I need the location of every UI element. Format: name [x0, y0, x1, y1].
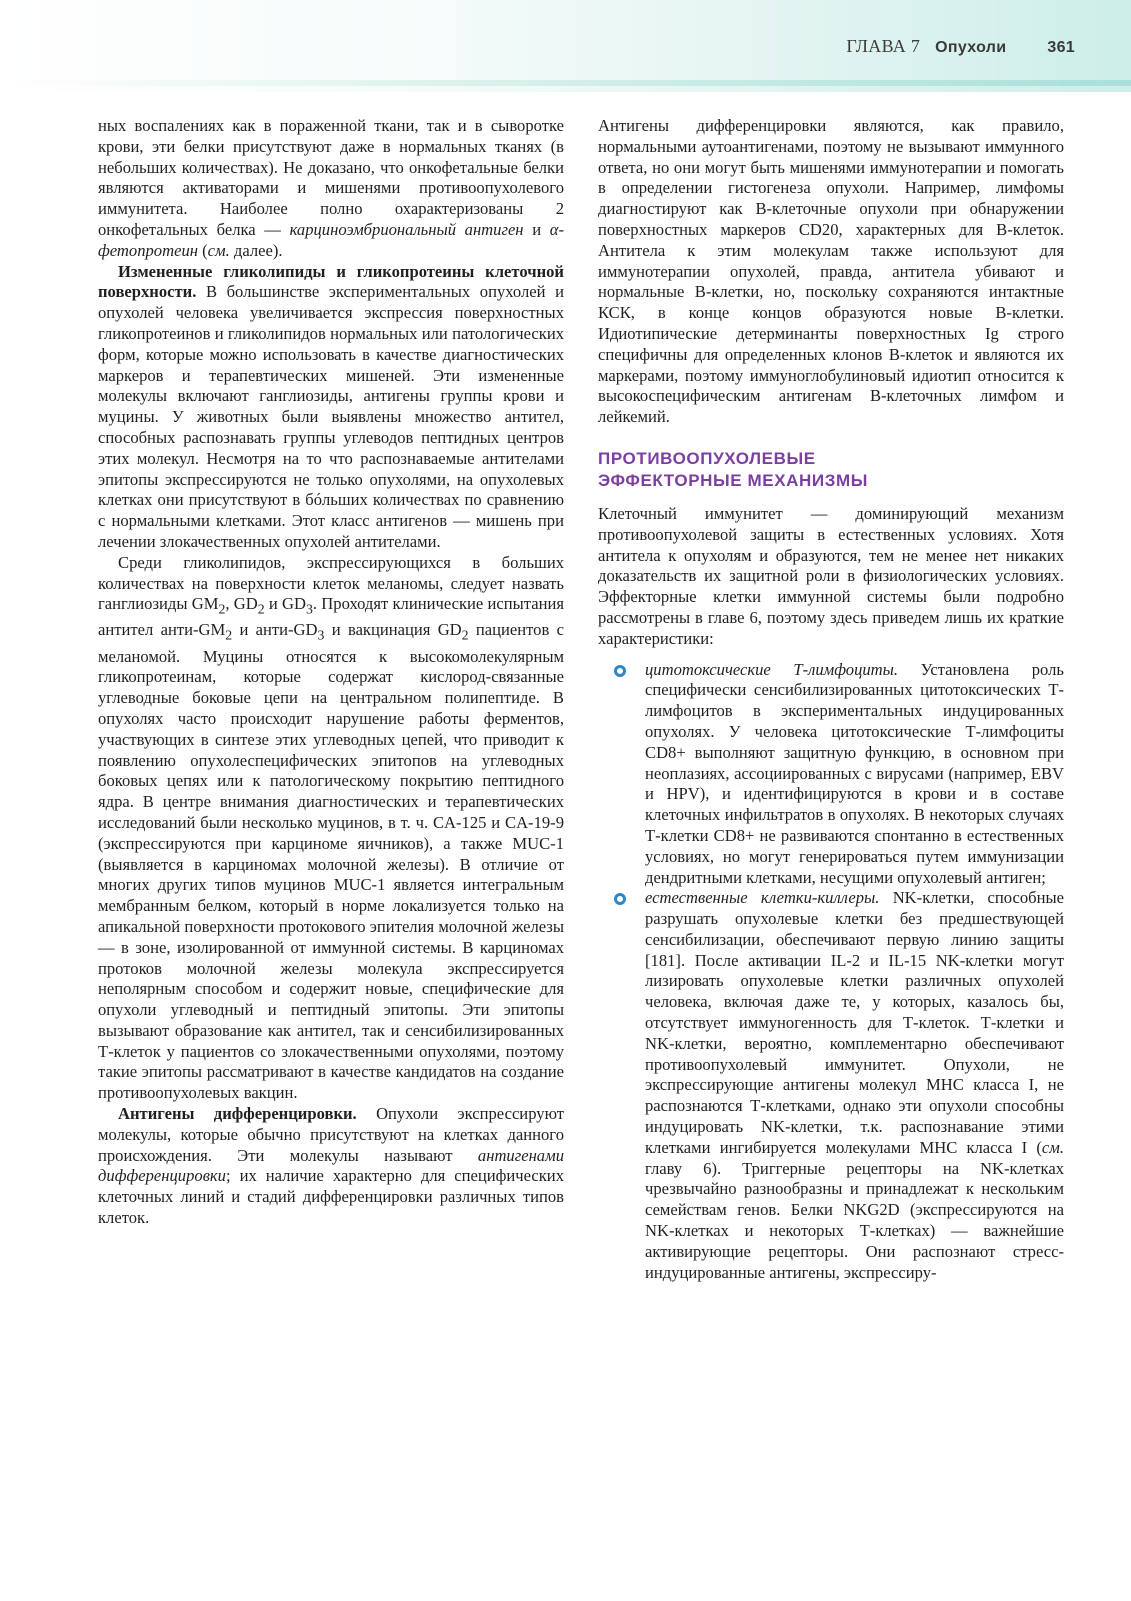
- text-run: Среди гликолипидов, экспрессирующихся в больших количествах на поверхности клеток меланомы, следует назвать ганглиозиды GM: [98, 552, 564, 614]
- heading-line: ПРОТИВООПУХОЛЕВЫЕ: [598, 448, 816, 468]
- subscript: 3: [305, 601, 313, 617]
- paragraph-oncofetal: [98, 116, 564, 262]
- text-run: ; их наличие характерно для специфических клеточных линий и стадий дифференцировки различных типов клеток.: [98, 1166, 564, 1228]
- list-item: [598, 888, 1064, 1283]
- header-rule: [0, 80, 1131, 86]
- subscript: 2: [218, 601, 226, 617]
- bullet-icon: [614, 893, 626, 905]
- paragraph-lead: Измененные гликолипиды и гликопротеины клеточной поверхности.: [98, 261, 564, 302]
- italic-term: α-фетопротеин: [98, 219, 564, 260]
- text-run: и: [523, 219, 550, 239]
- italic-term: антигенами дифференцировки: [98, 1145, 564, 1186]
- paragraph-glycolipids: [98, 262, 564, 553]
- list-item: [598, 660, 1064, 889]
- italic-term: естественные клетки-киллеры.: [645, 888, 880, 908]
- text-run: (: [197, 240, 208, 260]
- italic-term: см.: [1041, 1137, 1064, 1157]
- chapter-label: ГЛАВА 7: [846, 36, 921, 56]
- italic-term: цитотоксические Т-лимфоциты.: [645, 659, 899, 679]
- text-run: Опухоли экспрессируют молекулы, которые обычно присутствуют на клетках данного происхождения. Эти молекулы называют: [98, 1104, 564, 1165]
- heading-line: ЭФФЕКТОРНЫЕ МЕХАНИЗМЫ: [598, 470, 868, 490]
- subscript: 2: [257, 601, 265, 617]
- paragraph-effector-intro: Клеточный иммунитет — доминирующий механизм противоопухолевой защиты в естественных условиях. Хотя антитела к опухолям и образуются, тем не менее нет никаких доказательств их защитной роли в физиологических условиях. Эффекторные клетки иммунной системы были подробно рассмотрены в главе 6, поэтому здесь приведем лишь их краткие характеристики:: [598, 503, 1064, 648]
- paragraph-lead: Антигены дифференцировки.: [118, 1104, 357, 1124]
- text-run: . Проходят клинические испытания антител анти-GM: [98, 594, 564, 640]
- subscript: 2: [461, 627, 469, 643]
- text-run: и GD: [264, 594, 306, 614]
- paragraph-gangliosides: [98, 553, 564, 1104]
- right-column: [598, 116, 1064, 1283]
- subscript: 3: [317, 627, 325, 643]
- text-run: В большинстве экспериментальных опухолей и опухолей человека увеличивается экспрессия поверхностных гликопротеинов и гликолипидов нормальных или патологических форм, которые можно использовать в качестве диагностических маркеров и терапевтических мишеней. Эти измененные молекулы включают ганглиозиды, антигены группы крови и муцины. У животных были выявлены множество антител, способных распознавать группы углеводов пептидных центров этих молекул. Несмотря на то что распознаваемые антителами эпитопы экспрессируются не только опухолями, на опухолевых клетках они присутствуют в бóльших количествах по сравнению с нормальными клетками. Этот класс антигенов — мишень при лечении злокачественных опухолей антителами.: [98, 282, 564, 551]
- effector-list: [598, 660, 1064, 1284]
- page-number: 361: [1047, 39, 1075, 56]
- subscript: 2: [225, 627, 233, 643]
- text-run: ных воспалениях как в пораженной ткани, так и в сыворотке крови, эти белки присутствуют даже в нормальных тканях (в небольших количествах). Не доказано, что онкофетальные белки являются активаторами и мишенями противоопухолевого иммунитета. Наиболее полно охарактеризованы 2 онкофетальных белка —: [98, 116, 564, 239]
- paragraph-differentiation: [98, 1104, 564, 1229]
- left-column: [98, 116, 564, 1229]
- section-title: Опухоли: [935, 39, 1007, 56]
- paragraph-differentiation-cont: Антигены дифференцировки являются, как правило, нормальными аутоантигенами, поэтому не вызывают иммунного ответа, но они могут быть мишенями иммунотерапии и помогать в определении гистогенеза опухоли. Например, лимфомы диагностируют как В-клеточные опухоли при обнаружении поверхностных маркеров CD20, характерных для В-клеток. Антитела к этим молекулам также используют для иммунотерапии опухолей, правда, антитела убивают и нормальные В-клетки, но, поскольку сохраняются интактные КСК, в конце концов образуются новые В-клетки. Идиотипические детерминанты поверхностных Ig строго специфичны для определенных клонов В-клеток и являются их маркерами, поэтому иммуноглобулиновый идиотип относится к высокоспецифическим антигенам В-клеточных лимфом и лейкемий.: [598, 116, 1064, 427]
- text-run: и вакцинация GD: [324, 620, 462, 640]
- text-run: Установлена роль специфически сенсибилизированных цитотоксических Т-лимфоцитов в экспериментальных индуцированных опухолях. У человека цитотоксические Т-лимфоциты CD8+ выполняют защитную функцию, в основном при неоплазиях, ассоциированных с вирусами (например, EBV и HPV), и идентифицируются в крови и в составе клеточных инфильтратов в опухолях. В некоторых случаях Т-клетки CD8+ не развиваются спонтанно в естественных условиях, но могут генерироваться путем иммунизации дендритными клетками, несущими опухолевый антиген;: [645, 659, 1064, 887]
- running-head: [846, 36, 1075, 57]
- text-run: пациентов с меланомой. Муцины относятся к высокомолекулярным гликопротеинам, которые содержат кислород-связанные углеводные боковые цепи на центральном полипептиде. В опухолях часто происходит нарушение работы ферментов, участвующих в синтезе этих углеводных цепей, что приводит к появлению опухолеспецифических эпитопов на углеводных боковых цепях или к патологическому покрытию пептидного ядра. В центре внимания диагностических и терапевтических исследований были несколько муцинов, в т. ч. CA-125 и CA-19-9 (экспрессируются при карциноме яичников), а также MUC-1 (выявляется в карциномах молочной железы). В отличие от многих других типов муцинов MUC-1 является интегральным мембранным белком, который в норме локализуется только на апикальной поверхности протокового эпителия молочной железы — в зоне, изолированной от иммунной системы. В карциномах протоков молочной железы молекула экспрессируется неполярным способом и содержит новые, специфические для опухоли углеводный и пептидный эпитопы. Эти эпитопы вызывают образование как антител, так и сенсибилизированных Т-клеток у пациентов со злокачественными опухолями, поэтому такие эпитопы рассматривают в качестве кандидатов на создание противоопухолевых вакцин.: [98, 620, 564, 1103]
- bullet-icon: [614, 665, 626, 677]
- section-heading: [598, 448, 1064, 492]
- italic-term: см.: [207, 240, 230, 260]
- italic-term: карциноэмбриональный антиген: [289, 219, 524, 239]
- text-run: , GD: [225, 594, 258, 614]
- text-run: и анти-GD: [232, 620, 318, 640]
- text-run: главу 6). Триггерные рецепторы на NK-клетках чрезвычайно разнообразны и принадлежат к нескольким семействам генов. Белки NKG2D (экспрессируются на NK-клетках и некоторых Т-клетках) — важнейшие активирующие рецепторы. Они распознают стресс-индуцированные антигены, экспрессиру-: [645, 1158, 1064, 1282]
- text-run: далее).: [229, 240, 283, 260]
- text-run: NK-клетки, способные разрушать опухолевые клетки без предшествующей сенсибилизации, обеспечивают первую линию защиты [181]. После активации IL-2 и IL-15 NK-клетки могут лизировать опухолевые клетки различных опухолей человека, включая даже те, у которых, казалось бы, отсутствует иммуногенность для Т-клеток. Т-клетки и NK-клетки, вероятно, комплементарно обеспечивают противоопухолевый иммунитет. Опухоли, не экспрессирующие антигены молекул MHC класса I, не распознаются Т-клетками, однако эти опухоли способны индуцировать NK-клетки, т.к. распознавание этими клетками ингибируется молекулами MHC класса I (: [645, 888, 1064, 1157]
